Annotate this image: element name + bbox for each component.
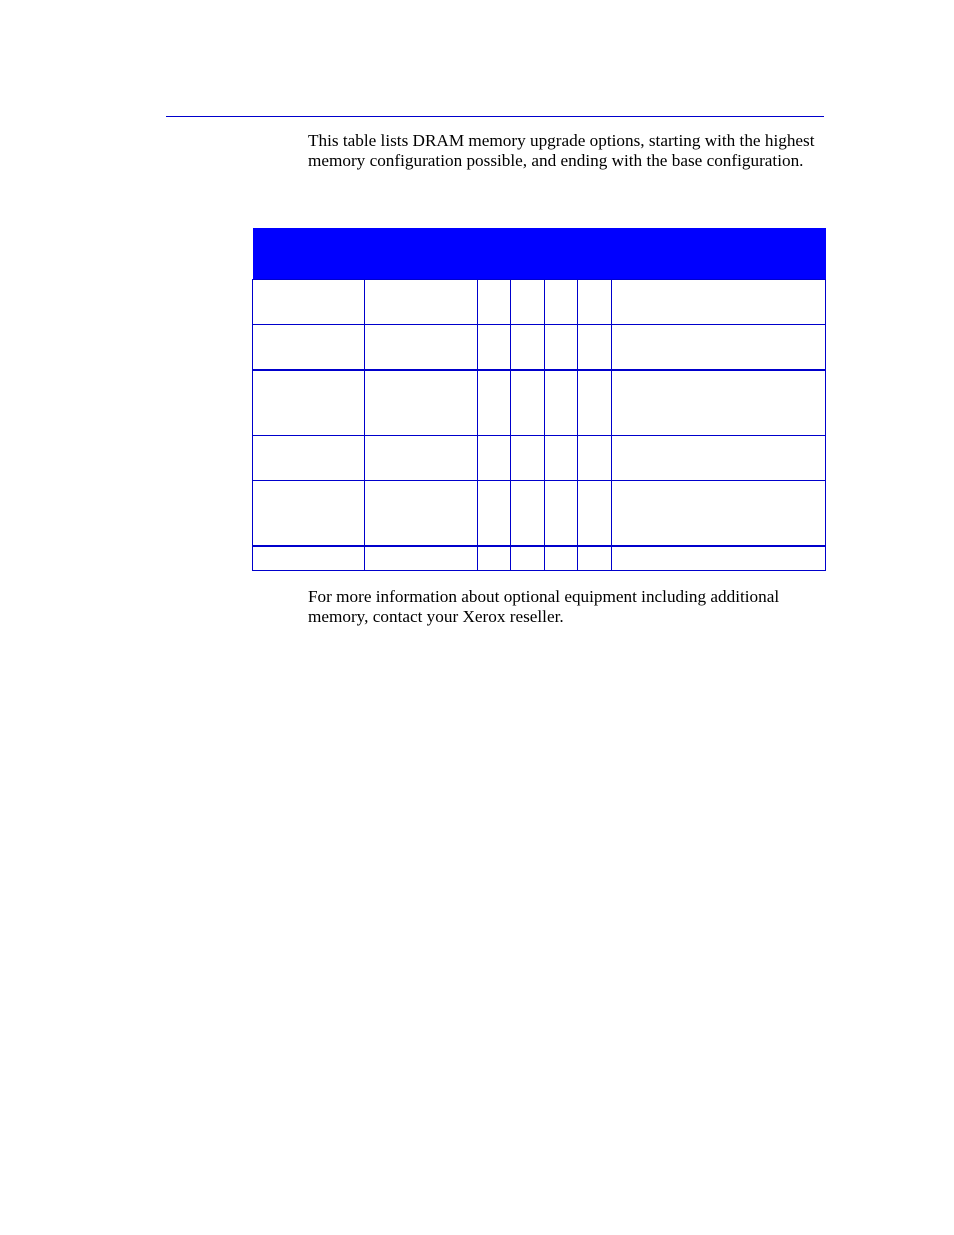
table-header-row [253,228,826,280]
table-cell [253,546,365,571]
table-cell [365,370,478,436]
table-cell [612,370,826,436]
table-cell [578,325,612,371]
table-cell [511,370,545,436]
table-cell [511,436,545,481]
table-cell [253,436,365,481]
table-cell [578,280,612,325]
table-cell [511,280,545,325]
table-cell [545,546,578,571]
table-cell [612,325,826,371]
table-cell [365,481,478,547]
table-row [253,481,826,547]
table-header-bar [253,228,826,280]
table-cell [365,436,478,481]
table-row [253,280,826,325]
table-cell [578,481,612,547]
table-cell [365,546,478,571]
table-cell [612,546,826,571]
table-cell [478,325,511,371]
table-cell [511,325,545,371]
table-cell [612,280,826,325]
intro-paragraph: This table lists DRAM memory upgrade options, starting with the highest memory configuration possible, and ending with the base configuration. [308,131,815,170]
table-cell [612,481,826,547]
table-cell [365,325,478,371]
table-cell [578,436,612,481]
table-row [253,546,826,571]
table-cell [545,436,578,481]
footer-paragraph: For more information about optional equipment including additional memory, contact your Xerox reseller. [308,587,780,626]
table-row [253,436,826,481]
table-cell [478,370,511,436]
table-cell [253,370,365,436]
header-rule [166,116,824,117]
table-cell [365,280,478,325]
table-row [253,370,826,436]
table-cell [478,546,511,571]
dram-upgrade-table [252,228,826,571]
table-cell [478,481,511,547]
table-cell [478,436,511,481]
table-cell [253,280,365,325]
table-cell [578,370,612,436]
table-cell [511,481,545,547]
table-cell [253,325,365,371]
table-cell [253,481,365,547]
table-cell [612,436,826,481]
table-cell [578,546,612,571]
table-cell [545,325,578,371]
table-cell [545,370,578,436]
table-cell [478,280,511,325]
table-cell [545,280,578,325]
table-cell [511,546,545,571]
table-cell [545,481,578,547]
table-row [253,325,826,371]
